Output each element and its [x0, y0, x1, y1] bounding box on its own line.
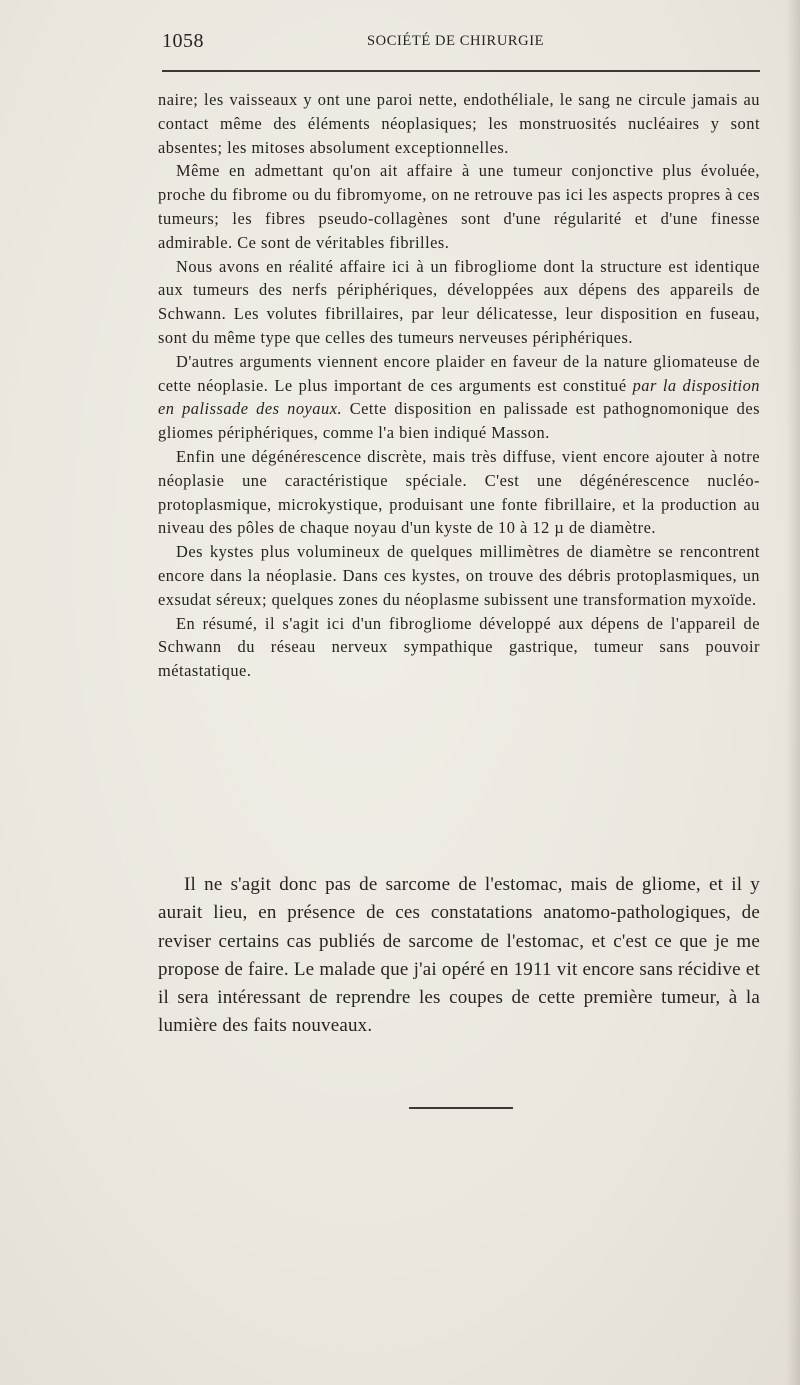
paragraph: En résumé, il s'agit ici d'un fibrogliome développé aux dépens de l'appareil de Schwann du réseau nerveux sympathique gastrique, tumeur sans pouvoir métastatique.	[158, 613, 760, 681]
paragraph: Même en admettant qu'on ait affaire à une tumeur conjonctive plus évoluée, proche du fibrome ou du fibromyome, on ne retrouve pas ici les aspects propres à ces tumeurs; les fibres pseudo-collagènes sont d'une régularité et d'une finesse admirable. Ce sont de véritables fibrilles.	[158, 161, 760, 252]
header-rule	[162, 70, 760, 72]
paragraph-with-emphasis	[158, 350, 760, 445]
italic-phrase: par la disposition en palissade des noyaux.	[158, 375, 760, 419]
running-title: SOCIÉTÉ DE CHIRURGIE	[367, 33, 545, 49]
report-text	[158, 88, 760, 683]
paragraph: Enfin une dégénérescence discrète, mais très diffuse, vient encore ajouter à notre néoplasie une caractéristique spéciale. C'est une dégénérescence nucléo-protoplasmique, microkystique, produisant une fonte fibrillaire, et la production au niveau des pôles de chaque noyau d'un kyste de 10 à 12 µ de diamètre.	[158, 446, 760, 538]
paragraph: Des kystes plus volumineux de quelques millimètres de diamètre se rencontrent encore dans la néoplasie. Dans ces kystes, on trouve des débris protoplasmiques, un exsudat séreux; quelques zones du néoplasme subissent une transformation myxoïde.	[158, 542, 760, 609]
page-number: 1058	[162, 30, 204, 52]
page-header	[162, 30, 760, 56]
paragraph-continued: naire; les vaisseaux y ont une paroi nette, endothéliale, le sang ne circule jamais au contact même des éléments néoplasiques; les monstruosités nucléaires y sont absentes; les mitoses absolument exceptionnelles.	[158, 90, 760, 157]
paragraph: Nous avons en réalité affaire ici à un fibrogliome dont la structure est identique aux tumeurs des nerfs périphériques, développées aux dépens des appareils de Schwann. Les volutes fibrillaires, par leur délicatesse, leur disposition en fuseau, sont du même type que celles des tumeurs nerveuses périphériques.	[158, 256, 760, 347]
text-run: Cette disposition en palissade est pathognomonique des gliomes périphériques, comme l'a bien indiqué Masson.	[158, 399, 760, 443]
text-run: D'autres arguments viennent encore plaider en faveur de la nature gliomateuse de cette néoplasie. Le plus important de ces arguments est constitué	[158, 351, 760, 395]
paragraph: Il ne s'agit donc pas de sarcome de l'estomac, mais de gliome, et il y aurait lieu, en présence de ces constatations anatomo-pathologiques, de reviser certains cas publiés de sarcome de l'estomac, et c'est ce que je me propose de faire. Le malade que j'ai opéré en 1911 vit encore sans récidive et il sera intéressant de reprendre les coupes de cette première tumeur, à la lumière des faits nouveaux.	[158, 874, 760, 1037]
section-end-rule	[409, 1107, 513, 1109]
conclusion-text	[158, 871, 760, 1041]
page-edge-shadow	[786, 0, 800, 1385]
